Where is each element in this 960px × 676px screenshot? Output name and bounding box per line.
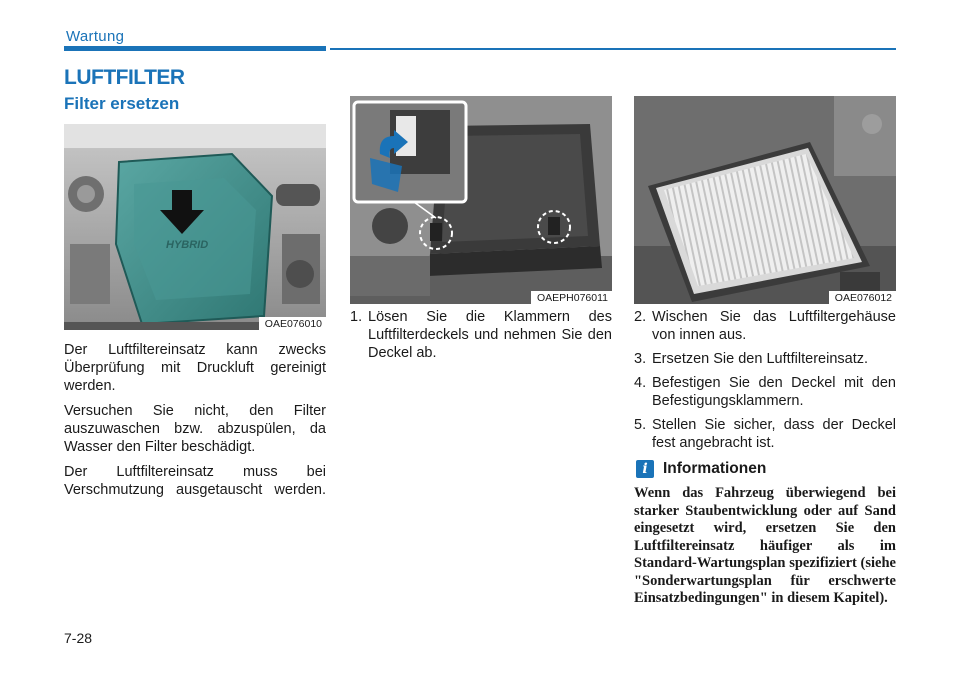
figure-code: OAEPH076011 <box>531 291 612 304</box>
engine-cover-illustration <box>64 124 326 330</box>
steps-column-3 <box>634 308 896 458</box>
step-number: 2. <box>634 309 647 325</box>
list-item <box>634 350 896 368</box>
step-number: 5. <box>634 417 647 433</box>
info-text: Wenn das Fahrzeug überwiegend bei starker Staubentwicklung oder auf Sand eingesetzt wird, ersetzen Sie den Luftfiltereinsatz häufiger als im Standard-Wartungsplan spezifiziert (siehe "Sonderwartungsplan für erschwerte Einsatzbedingungen" in diesem Kapitel). <box>634 485 896 606</box>
figure-code: OAE076010 <box>259 317 326 330</box>
step-number: 4. <box>634 375 647 391</box>
section-subtitle: Filter ersetzen <box>64 94 180 113</box>
header-rule-thin <box>330 48 896 50</box>
page-number: 7-28 <box>64 630 93 646</box>
info-icon: i <box>636 460 654 478</box>
filter-clamps-illustration <box>350 96 612 304</box>
step-number: 1. <box>350 309 363 325</box>
figure-code: OAE076012 <box>829 291 896 304</box>
step-text: Lösen Sie die Klammern des Luftfilterdeckels und nehmen Sie den Deckel ab. <box>368 309 612 361</box>
step-number: 3. <box>634 351 647 367</box>
list-item <box>634 374 896 410</box>
info-header <box>636 460 766 478</box>
step-text: Befestigen Sie den Deckel mit den Befestigungsklammern. <box>652 375 896 409</box>
list-item <box>634 416 896 452</box>
paragraph: Der Luftfiltereinsatz muss bei Verschmutzung ausgetauscht werden. <box>64 464 326 498</box>
hybrid-label: HYBRID <box>166 239 209 251</box>
list-item <box>634 308 896 344</box>
figure-engine-cover <box>64 124 326 330</box>
step-text: Stellen Sie sicher, dass der Deckel fest angebracht ist. <box>652 417 896 451</box>
figure-filter-element <box>634 96 896 304</box>
intro-text <box>64 341 326 506</box>
paragraph: Der Luftfiltereinsatz kann zwecks Überprüfung mit Druckluft gereinigt werden. <box>64 342 326 394</box>
filter-element-illustration <box>634 96 896 304</box>
steps-column-2 <box>350 308 612 368</box>
paragraph: Versuchen Sie nicht, den Filter auszuwaschen bzw. abzuspülen, da Wasser den Filter beschädigt. <box>64 403 326 455</box>
info-title: Informationen <box>663 460 767 477</box>
section-label: Wartung <box>66 28 125 45</box>
list-item <box>350 308 612 362</box>
step-text: Ersetzen Sie den Luftfiltereinsatz. <box>652 351 869 367</box>
figure-filter-clamps <box>350 96 612 304</box>
page-title: LUFTFILTER <box>64 66 185 89</box>
header-rule-thick <box>64 46 326 51</box>
step-text: Wischen Sie das Luftfiltergehäuse von innen aus. <box>652 309 896 343</box>
